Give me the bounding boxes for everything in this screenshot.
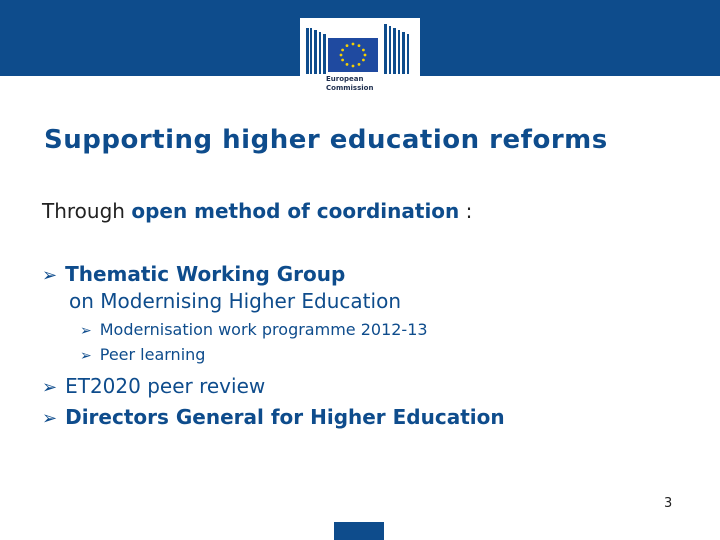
logo-line-european: European	[326, 75, 364, 83]
sub-bullet-work-programme	[80, 320, 428, 339]
footer-accent-bar	[334, 522, 384, 540]
arrowhead-bullet-icon: ➢	[80, 323, 92, 339]
logo-line-commission: Commission	[326, 84, 374, 92]
bullet-et2020-peer-review	[42, 374, 265, 398]
bullet-text: Directors General for Higher Education	[65, 405, 505, 429]
arrowhead-bullet-icon: ➢	[42, 265, 58, 286]
bullet-text: Thematic Working Group	[65, 262, 346, 286]
bullet-thematic-working-group	[42, 262, 345, 286]
intro-emphasis: open method of coordination	[131, 199, 460, 223]
bullet-directors-general	[42, 405, 505, 429]
arrowhead-bullet-icon: ➢	[80, 348, 92, 364]
sub-bullet-text: Peer learning	[99, 345, 206, 364]
intro-suffix: :	[459, 199, 473, 223]
european-commission-logo	[300, 18, 420, 102]
bullet-continuation: on Modernising Higher Education	[69, 289, 401, 313]
sub-bullet-text: Modernisation work programme 2012-13	[99, 320, 428, 339]
logo-wordmark	[326, 75, 373, 93]
page-number: 3	[664, 496, 673, 511]
sub-bullet-peer-learning	[80, 345, 205, 364]
slide-title: Supporting higher education reforms	[44, 125, 608, 155]
bullet-text: ET2020 peer review	[65, 374, 266, 398]
arrowhead-bullet-icon: ➢	[42, 377, 58, 398]
intro-line	[42, 199, 472, 223]
arrowhead-bullet-icon: ➢	[42, 408, 58, 429]
intro-prefix: Through	[42, 199, 132, 223]
